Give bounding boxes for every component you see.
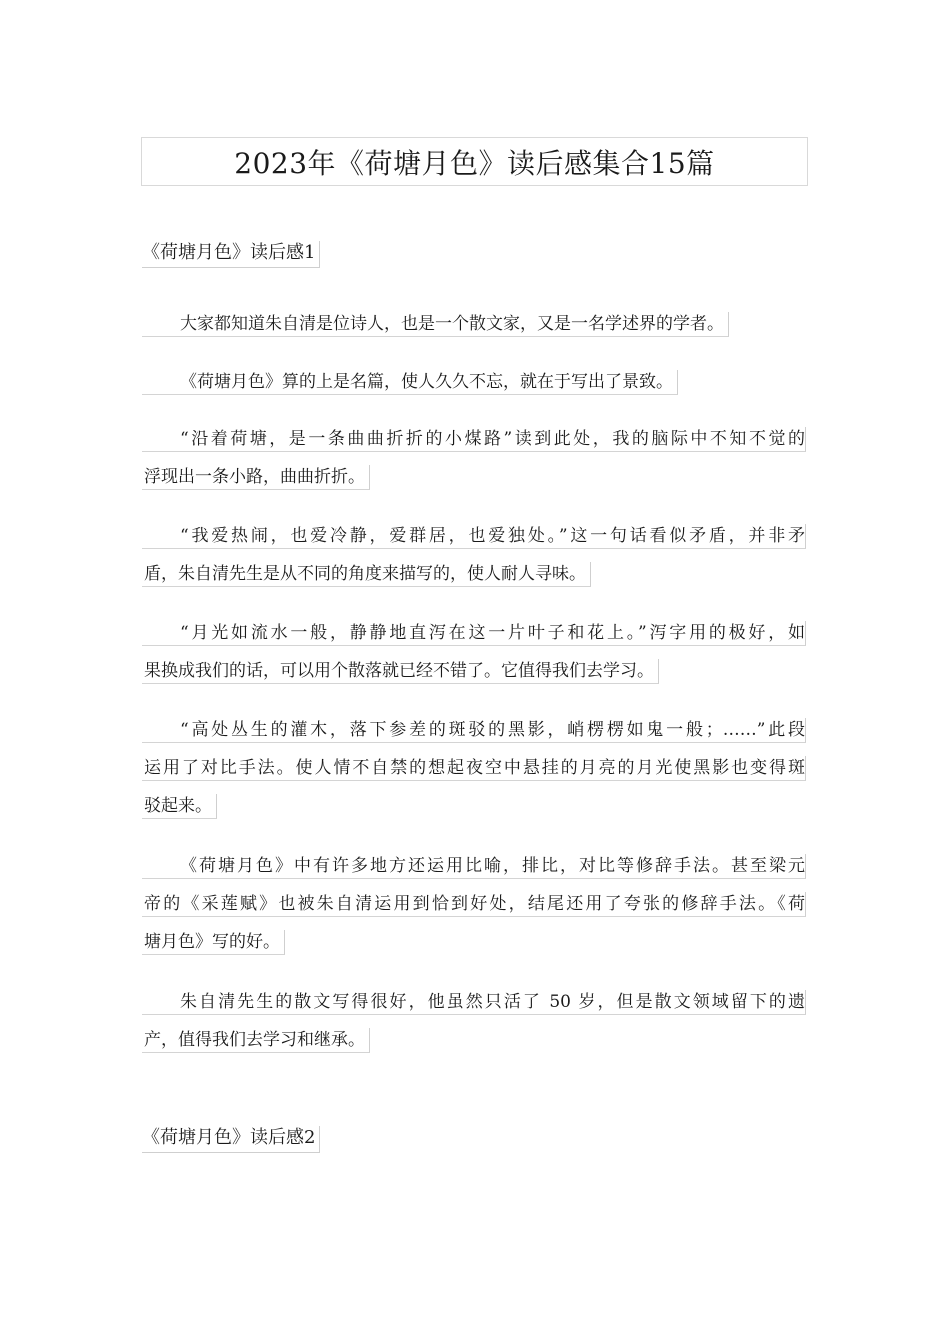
paragraph-line: 《荷塘月色》中有许多地方还运用比喻，排比，对比等修辞手法。甚至梁元 xyxy=(142,854,806,879)
paragraph-line: 驳起来。 xyxy=(142,794,217,819)
paragraph-line: 产，值得我们去学习和继承。 xyxy=(142,1028,370,1053)
paragraph-line: “我爱热闹，也爱冷静，爱群居，也爱独处。”这一句话看似矛盾，并非矛 xyxy=(142,524,806,549)
paragraph-line: 朱自清先生的散文写得很好，他虽然只活了 50 岁，但是散文领域留下的遗 xyxy=(142,990,806,1015)
paragraph-2 xyxy=(142,370,806,412)
paragraph-line: 运用了对比手法。使人情不自禁的想起夜空中悬挂的月亮的月光使黑影也变得斑 xyxy=(142,756,806,781)
paragraph-7 xyxy=(142,854,806,972)
document-title: 2023年《荷塘月色》读后感集合15篇 xyxy=(234,146,715,180)
paragraph-5 xyxy=(142,621,806,701)
paragraph-3 xyxy=(142,427,806,507)
paragraph-1 xyxy=(142,312,806,354)
section-heading-2: 《荷塘月色》读后感2 xyxy=(142,1126,320,1153)
paragraph-4 xyxy=(142,524,806,604)
paragraph-line: “高处丛生的灌木，落下参差的斑驳的黑影，峭楞楞如鬼一般；……”此段 xyxy=(142,718,806,743)
paragraph-line: 《荷塘月色》算的上是名篇，使人久久不忘，就在于写出了景致。 xyxy=(142,370,678,395)
paragraph-line: 浮现出一条小路，曲曲折折。 xyxy=(142,465,370,490)
paragraph-line: 塘月色》写的好。 xyxy=(142,930,285,955)
paragraph-line: “月光如流水一般，静静地直泻在这一片叶子和花上。”泻字用的极好，如 xyxy=(142,621,806,646)
paragraph-line: 帝的《采莲赋》也被朱自清运用到恰到好处，结尾还用了夸张的修辞手法。《荷 xyxy=(142,892,806,917)
paragraph-line: “沿着荷塘，是一条曲曲折折的小煤路”读到此处，我的脑际中不知不觉的 xyxy=(142,427,806,452)
paragraph-8 xyxy=(142,990,806,1070)
paragraph-6 xyxy=(142,718,806,836)
paragraph-line: 果换成我们的话，可以用个散落就已经不错了。它值得我们去学习。 xyxy=(142,659,659,684)
title-box xyxy=(141,137,808,186)
section-heading-1: 《荷塘月色》读后感1 xyxy=(142,241,320,268)
paragraph-line: 盾，朱自清先生是从不同的角度来描写的，使人耐人寻味。 xyxy=(142,562,591,587)
paragraph-line: 大家都知道朱自清是位诗人，也是一个散文家，又是一名学述界的学者。 xyxy=(142,312,729,337)
